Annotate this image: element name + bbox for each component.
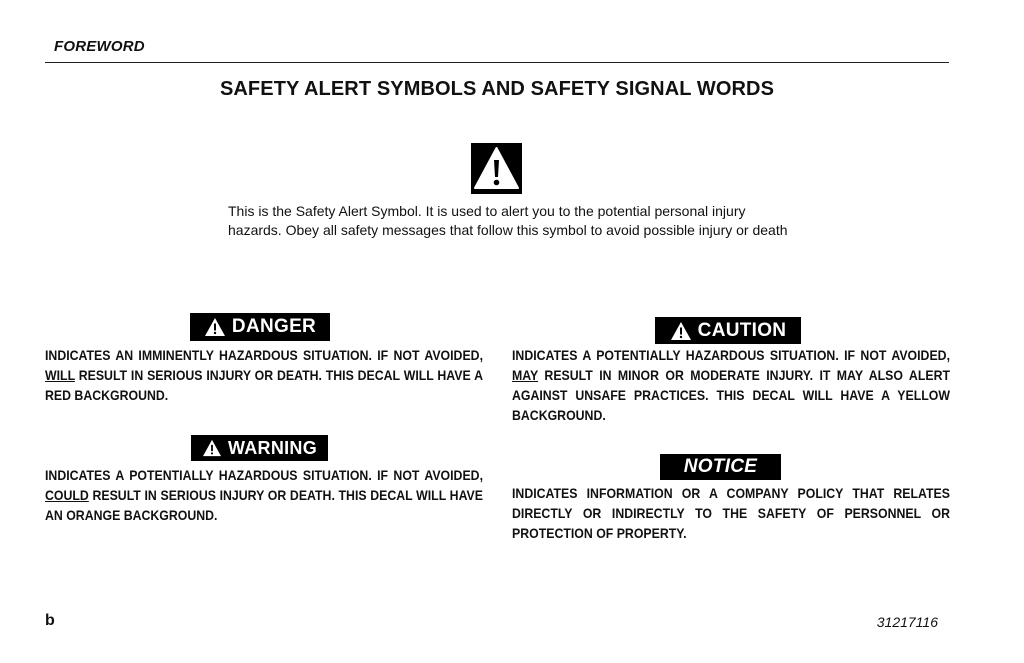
caution-keyword: MAY (512, 367, 539, 383)
warning-label: WARNING (227, 437, 318, 458)
caution-label: CAUTION (697, 319, 787, 341)
danger-text-end: RESULT IN SERIOUS INJURY OR DEATH. THIS DECAL WILL HAVE A RED BACKGROUND. (45, 367, 483, 403)
notice-description: INDICATES INFORMATION OR A COMPANY POLICY THAT RELATES DIRECTLY OR INDIRECTLY TO THE SAFETY OF PERSONNEL OR PROTECTION OF PROPERTY. (512, 485, 950, 541)
caution-text-end: RESULT IN MINOR OR MODERATE INJURY. IT MAY ALSO ALERT AGAINST UNSAFE PRACTICES. THIS DECAL WILL HAVE A YELLOW BACKGROUND. (512, 367, 950, 423)
warning-signal-label (191, 435, 328, 461)
header-divider (45, 62, 949, 63)
document-number: 31217116 (876, 614, 938, 630)
danger-text-start: INDICATES AN IMMINENTLY HAZARDOUS SITUATION. IF NOT AVOIDED, (45, 347, 483, 363)
danger-keyword: WILL (45, 367, 75, 383)
warning-text-end: RESULT IN SERIOUS INJURY OR DEATH. THIS DECAL WILL HAVE AN ORANGE BACKGROUND. (45, 487, 483, 523)
caution-description (512, 345, 950, 425)
warning-triangle-icon (670, 321, 692, 341)
warning-triangle-icon (202, 439, 222, 457)
page-title: SAFETY ALERT SYMBOLS AND SAFETY SIGNAL WORDS (219, 78, 775, 100)
page-letter: b (45, 612, 55, 629)
safety-alert-triangle-icon (471, 143, 522, 194)
danger-label: DANGER (231, 316, 317, 337)
section-header: FOREWORD (54, 38, 145, 55)
danger-signal-label (190, 313, 330, 341)
warning-keyword: COULD (45, 487, 89, 503)
warning-text-start: INDICATES A POTENTIALLY HAZARDOUS SITUATION. IF NOT AVOIDED, (45, 467, 483, 483)
notice-signal-label (660, 454, 781, 480)
warning-triangle-icon (204, 317, 226, 337)
safety-alert-description: This is the Safety Alert Symbol. It is used to alert you to the potential personal injury hazards. Obey all safety messages that follow this symbol to avoid possible injury or death (228, 203, 788, 238)
warning-description (45, 465, 483, 525)
caution-signal-label (655, 317, 801, 344)
notice-label: NOTICE (683, 456, 758, 477)
caution-text-start: INDICATES A POTENTIALLY HAZARDOUS SITUATION. IF NOT AVOIDED, (512, 347, 950, 363)
danger-description (45, 345, 483, 405)
